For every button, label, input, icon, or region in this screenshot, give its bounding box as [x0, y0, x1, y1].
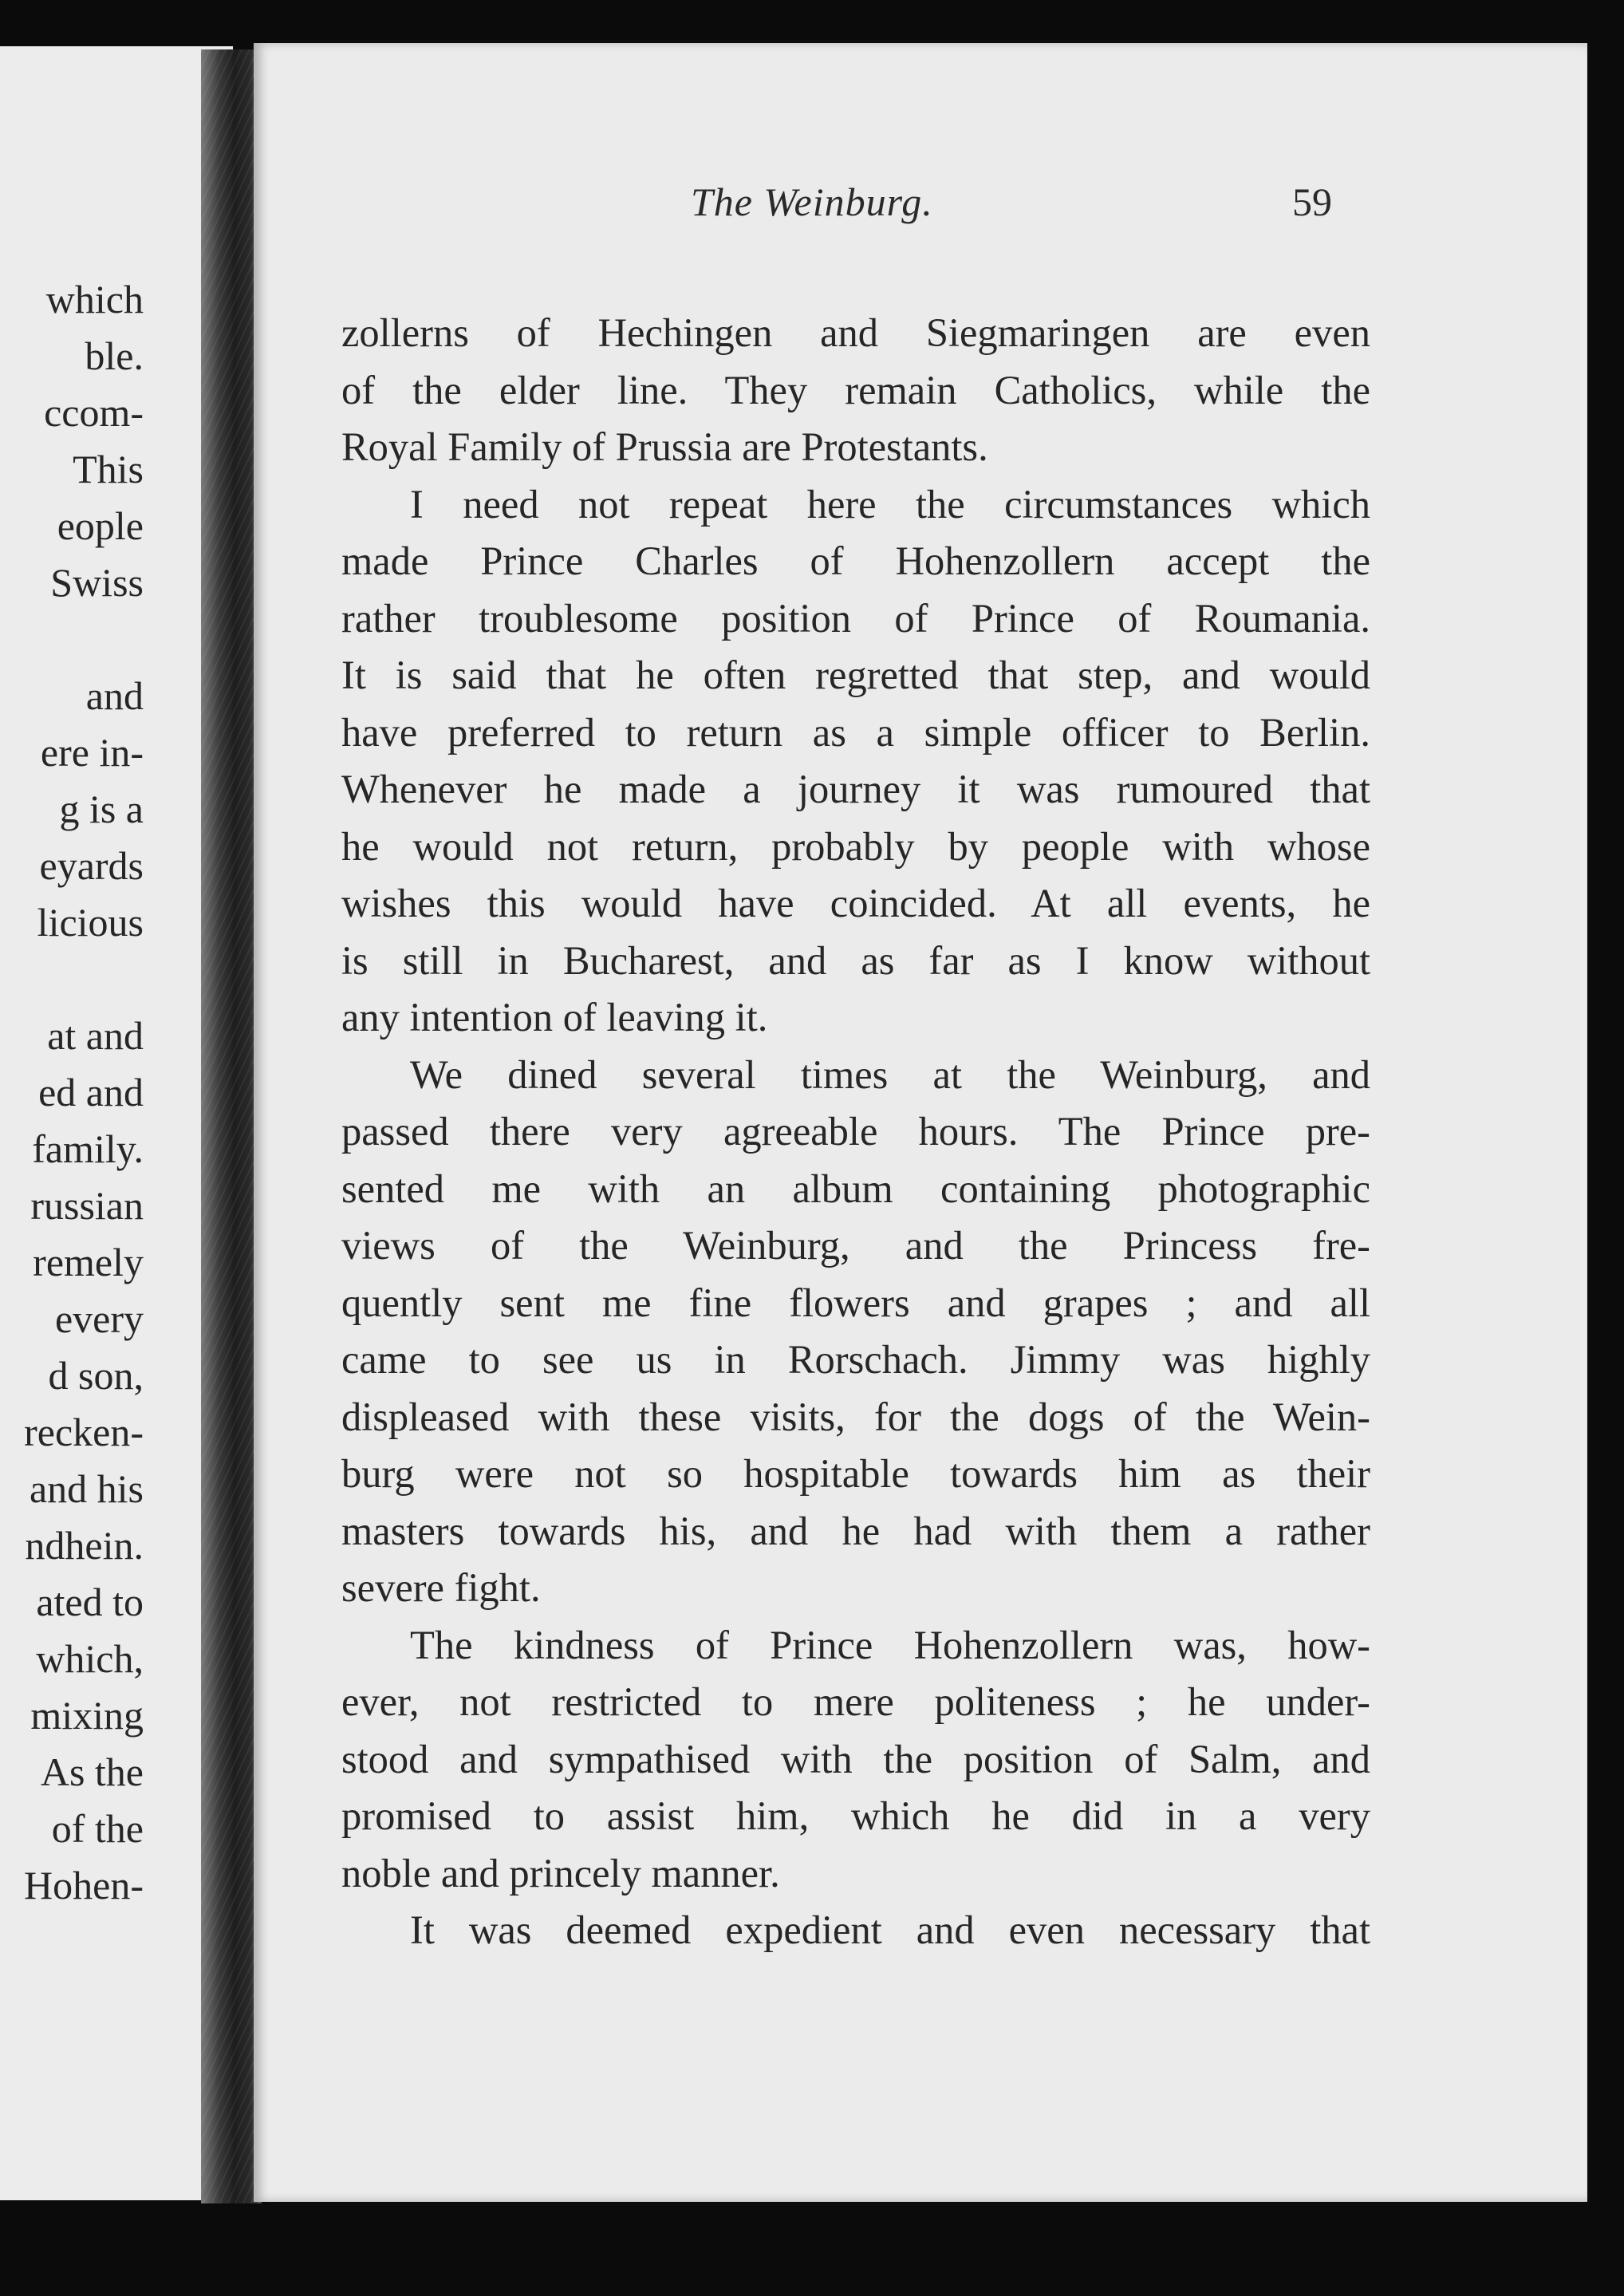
text-line: is still in Bucharest, and as far as I know without [341, 937, 1370, 983]
text-line: he would not return, probably by people with whose [341, 823, 1370, 869]
left-page-line: recken- [24, 1410, 144, 1454]
left-page-line: of the [51, 1806, 144, 1851]
text-line: quently sent me fine flowers and grapes ; and all [341, 1280, 1370, 1325]
text-line: rather troublesome position of Prince of Roumania. [341, 595, 1370, 641]
text-line: burg were not so hospitable towards him as their [341, 1451, 1370, 1496]
running-head [254, 179, 1587, 243]
text-line: sented me with an album containing photographic [341, 1166, 1370, 1211]
text-line: passed there very agreeable hours. The Prince pre- [341, 1109, 1370, 1154]
text-line: of the elder line. They remain Catholics, while the [341, 367, 1370, 412]
text-line: Royal Family of Prussia are Protestants. [341, 424, 988, 469]
left-page-line: eople [57, 503, 144, 548]
left-page-line: ere in- [40, 730, 144, 775]
left-page-line: g is a [59, 787, 144, 831]
text-line: made Prince Charles of Hohenzollern accept the [341, 538, 1370, 583]
left-page-line: which, [36, 1636, 144, 1681]
left-page-line: ccom- [44, 390, 144, 435]
book-gutter [201, 49, 262, 2203]
left-page-line [0, 611, 144, 668]
text-line: I need not repeat here the circumstances which [410, 481, 1370, 527]
left-page-line: d son, [48, 1353, 144, 1398]
text-line: masters towards his, and he had with them a rather [341, 1508, 1370, 1553]
left-page-line: This [73, 447, 144, 491]
text-line: severe fight. [341, 1565, 541, 1610]
left-page-line: ble. [85, 333, 144, 378]
text-line: It was deemed expedient and even necessary that [410, 1907, 1370, 1952]
gutter-texture [201, 49, 262, 2203]
left-page-line: remely [33, 1240, 144, 1284]
left-page-line: russian [30, 1183, 144, 1228]
left-page-line: which [45, 277, 144, 322]
left-page-line: Swiss [50, 560, 144, 605]
text-line: wishes this would have coincided. At all events, he [341, 881, 1370, 925]
left-page-line: ed and [38, 1070, 144, 1114]
text-line: ever, not restricted to mere politeness ; he under- [341, 1679, 1370, 1724]
page-number: 59 [1292, 179, 1332, 224]
left-page-line: every [54, 1296, 144, 1341]
running-head-title: The Weinburg. [691, 179, 933, 224]
left-page-line: ated to [36, 1580, 144, 1624]
left-page-text [0, 271, 144, 1914]
left-page-line: mixing [30, 1693, 144, 1738]
text-line: It is said that he often regretted that step, and would [341, 653, 1370, 697]
text-line: displeased with these visits, for the dogs of the Wein- [341, 1394, 1370, 1439]
text-line: stood and sympathised with the position of Salm, and [341, 1736, 1370, 1781]
text-line: The kindness of Prince Hohenzollern was, how- [410, 1622, 1370, 1667]
left-page-line: licious [37, 900, 144, 945]
text-line: We dined several times at the Weinburg, and [410, 1051, 1370, 1097]
left-page-line: and his [29, 1466, 144, 1511]
text-line: have preferred to return as a simple officer to Berlin. [341, 709, 1370, 755]
text-line: Whenever he made a journey it was rumoured that [341, 767, 1370, 811]
text-line: promised to assist him, which he did in a very [341, 1793, 1370, 1838]
text-line: views of the Weinburg, and the Princess fre- [341, 1223, 1370, 1268]
left-page-line: As the [40, 1750, 144, 1794]
text-line: noble and princely manner. [341, 1850, 780, 1896]
left-page-fragment [0, 46, 233, 2200]
left-page-line: ndhein. [25, 1523, 144, 1568]
body-text [341, 305, 1370, 1959]
left-page-line: at and [47, 1013, 144, 1058]
text-line: came to see us in Rorschach. Jimmy was highly [341, 1337, 1370, 1382]
text-line: any intention of leaving it. [341, 995, 768, 1040]
left-page-line: eyards [39, 843, 144, 888]
right-page [254, 43, 1587, 2202]
left-page-line: family. [32, 1126, 144, 1171]
left-page-line: Hohen- [24, 1863, 144, 1907]
left-page-line [0, 951, 144, 1008]
text-line: zollerns of Hechingen and Siegmaringen are even [341, 310, 1370, 355]
left-page-line: and [85, 673, 144, 718]
